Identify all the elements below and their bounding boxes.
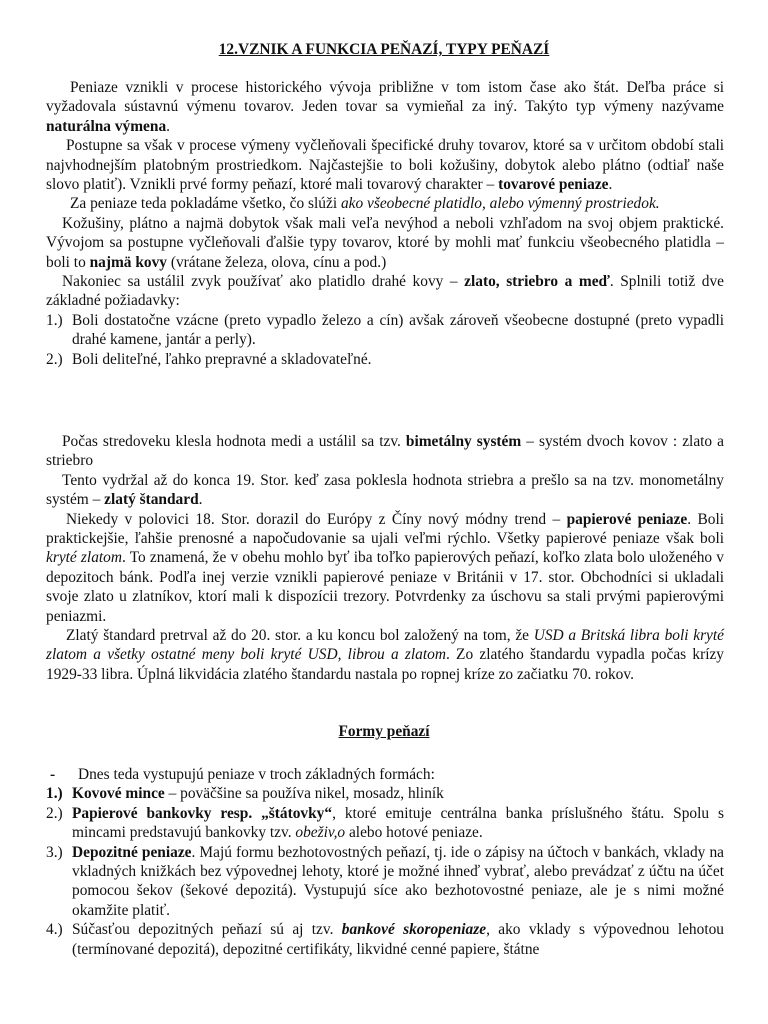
list-item-text: Súčasťou depozitných peňazí sú aj tzv. [72,921,342,939]
paragraph-bimetal [46,432,724,471]
paragraph-text: Dnes teda vystupujú peniaze v troch základných formách: [78,766,435,783]
italic-term: ako všeobecné platidlo, alebo výmenný prostriedok [340,195,656,213]
paragraph-text: Peniaze vznikli v procese historického vývoja približne v tom istom čase ako štát. Deľba práce si vyžadovala sústavnú výmenu tovarov. Jeden tovar sa vymieňal za iný. Takýto typ výmeny nazývame [46,79,724,116]
bold-term: Papierové bankovky resp. „štátovky“ [72,804,333,822]
list-number: 3.) [46,843,63,861]
list-number: 2.) [46,350,63,368]
document-title: 12.VZNIK A FUNKCIA PEŇAZÍ, TYPY PEŇAZÍ [218,41,550,58]
list-item-text: , ako vklady s výpovednou lehotou (termínované depozitá), depozitné certifikáty, likvidné cenné papiere, štátne [72,921,724,958]
requirements-list [46,311,724,369]
intro-section [46,78,724,369]
list-item [46,843,724,921]
paragraph-text: . Zo zlatého štandardu vypadla počas krízy 1929-33 libra. Úplná likvidácia zlatého štandardu nastala po ropnej kríze zo začiatku 70. rokov. [46,646,724,683]
paragraph-text: . [608,176,613,194]
forms-intro [46,765,724,784]
italic-term: USD a Britská libra boli kryté zlatom a všetky ostatné meny boli kryté USD, librou a zlatom [46,627,724,664]
bold-term: papierové peniaze [566,510,688,528]
bold-term: najmä kovy [89,253,167,271]
bold-term: bimetálny systém [405,433,522,450]
list-number: 2.) [46,804,63,822]
bold-term: zlatý štandard [104,491,199,509]
bold-term: Kovové mince [72,785,165,803]
paragraph-text: – systém dvoch kovov : zlato a striebro [46,433,724,470]
italic-term: obeživ,o [295,824,346,842]
bold-term: naturálna výmena [46,117,167,135]
paragraph-text: . [655,195,660,213]
italic-term: bankové skoropeniaze [341,921,487,939]
paragraph-text: . Boli praktickejšie, ľahšie prenosné a napočudovanie sa ujali veľmi rýchlo. Všetky papierové peniaze však boli [46,510,724,548]
forms-list [46,784,724,959]
dash-bullet: - [50,766,56,783]
paragraph-paper-money [46,510,724,626]
bold-term: Depozitné peniaze [72,843,192,861]
paragraph-metals [46,214,724,272]
paragraph-text: Niekedy v polovici 18. Stor. dorazil do Európy z Číny nový módny trend – [66,510,567,528]
section-heading: Formy peňazí [338,723,430,740]
paragraph-text: . [166,117,171,135]
list-item-text: . Majú formu bezhotovostných peňazí, tj. ide o zápisy na účtoch v bankách, vklady na vkladných knižkách bez výpovednej lehoty, ktoré je možné ihneď vybrať, alebo prevádzať z účtu na účet pomocou šekov (šekové depozitá). Vystupujú síce ako bezhotovostné peniaze, ale je s nimi možné okamžite platiť. [72,843,724,919]
list-item-text: , ktoré emituje centrálna banka príslušného štátu. Spolu s mincami predstavujú bankovky tzv. [72,804,724,842]
paragraph-text: Zlatý štandard pretrval až do 20. stor. a ku koncu bol založený na tom, že [66,627,534,645]
paragraph-text: . Splnili totiž dve základné požiadavky: [46,273,724,310]
list-number: 4.) [46,921,63,939]
forms-section [46,765,724,959]
list-number: 1.) [46,785,63,803]
paragraph-text: Za peniaze teda pokladáme všetko, čo slúži [70,195,341,213]
list-item-text: alebo hotové peniaze. [345,824,483,842]
paragraph-precious-metals [46,272,724,311]
paragraph-text: Kožušiny, plátno a najmä dobytok však mali veľa nevýhod a neboli vzhľadom na svoj objem praktické. Vývojom sa postupne vyčleňovali ďalšie typy tovarov, ktoré by mohli mať funkciu všeobecného platidla – boli to [46,214,724,271]
paragraph-gold-standard [46,471,724,510]
list-item-text: Boli dostatočne vzácne (preto vypadlo železo a cín) avšak zároveň všeobecne dostupné (preto vypadli drahé kamene, jantár a perly). [72,311,724,349]
italic-term: kryté zlatom [46,549,122,567]
list-item [46,311,724,350]
paragraph-text: . To znamená, že v obehu mohlo byť iba toľko papierových peňazí, koľko zlata bolo uloženého v depozitoch bánk. Podľa inej verzie vznikli papierové peniaze v Británii v 17. stor. Obchodníci si ukladali svoje zlato u zlatníkov, ktorí mali k dispozícii trezory. Potvrdenky za úschovu sa stali prvými papierovými peniazmi. [46,549,724,625]
list-item [46,804,724,843]
paragraph-text: Počas stredoveku klesla hodnota medi a ustálil sa tzv. [62,433,406,450]
list-item [46,350,724,369]
bold-term: tovarové peniaze [498,176,609,194]
paragraph-text: Nakoniec sa ustálil zvyk používať ako platidlo drahé kovy – [62,273,465,291]
bold-term: zlato, striebro a meď [464,273,610,291]
paragraph-commodity-money [46,136,724,194]
paragraph-text: (vrátane železa, olova, cínu a pod.) [167,253,387,271]
paragraph-origin [46,78,724,136]
paragraph-text: Postupne sa však v procese výmeny vyčleňovali špecifické druhy tovarov, ktoré sa v určitom období stali najvhodnejším platobným prostriedkom. Najčastejšie to boli kožušiny, dobytok alebo plátno (odtiaľ naše slovo platiť). Vznikli prvé formy peňazí, ktoré mali tovarový charakter – [46,137,724,194]
list-item [46,920,724,959]
history-section [46,432,724,684]
paragraph-text: Tento vydržal až do konca 19. Stor. keď zasa poklesla hodnota striebra a prešlo sa na tzv. monometálny systém – [46,471,724,509]
paragraph-gold-standard-end [46,626,724,684]
list-item-text: Boli deliteľné, ľahko prepravné a skladovateľné. [72,350,372,368]
list-item-text: – poväčšine sa používa nikel, mosadz, hliník [164,785,444,803]
paragraph-text: . [198,491,203,509]
paragraph-definition [46,194,724,213]
list-item [46,784,724,803]
list-number: 1.) [46,311,63,329]
